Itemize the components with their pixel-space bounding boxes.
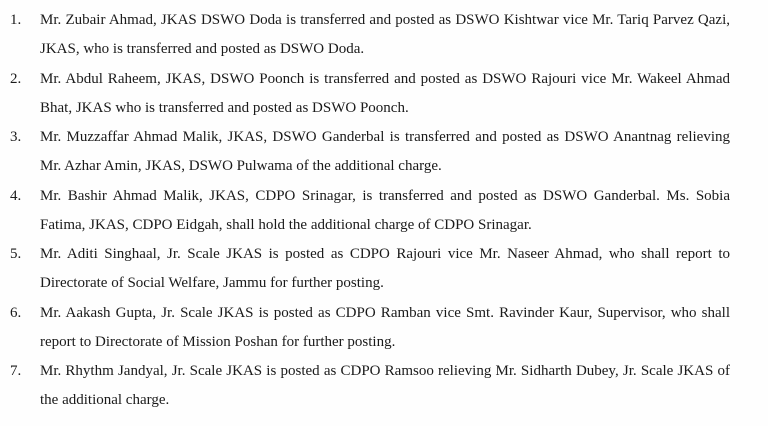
- item-text: Mr. Zubair Ahmad, JKAS DSWO Doda is transferred and posted as DSWO Kishtwar vice Mr. Tariq Parvez Qazi, JKAS, who is transferred and posted as DSWO Doda.: [40, 12, 730, 57]
- list-item: [0, 65, 768, 124]
- list-item: [0, 182, 768, 241]
- list-item: [0, 240, 768, 299]
- item-number: 3.: [10, 129, 22, 145]
- item-number: 6.: [10, 304, 22, 321]
- item-text: Mr. Muzzaffar Ahmad Malik, JKAS, DSWO Ganderbal is transferred and posted as DSWO Anantnag relieving Mr. Azhar Amin, JKAS, DSWO Pulwama of the additional charge.: [40, 129, 730, 174]
- list-item: [0, 357, 768, 416]
- list-item: [0, 6, 768, 65]
- item-number: 2.: [10, 70, 22, 87]
- item-number: 5.: [10, 246, 22, 262]
- transfer-order-list: [0, 6, 768, 416]
- item-number: 1.: [10, 12, 22, 28]
- item-number: 7.: [10, 363, 22, 379]
- item-text: Mr. Abdul Raheem, JKAS, DSWO Poonch is transferred and posted as DSWO Rajouri vice Mr. Wakeel Ahmad Bhat, JKAS who is transferred and posted as DSWO Poonch.: [40, 70, 730, 116]
- item-text: Mr. Aditi Singhaal, Jr. Scale JKAS is posted as CDPO Rajouri vice Mr. Naseer Ahmad, who shall report to Directorate of Social Welfare, Jammu for further posting.: [40, 246, 730, 291]
- item-number: 4.: [10, 187, 22, 204]
- item-text: Mr. Rhythm Jandyal, Jr. Scale JKAS is posted as CDPO Ramsoo relieving Mr. Sidharth Dubey, Jr. Scale JKAS of the additional charge.: [40, 363, 730, 408]
- item-text: Mr. Bashir Ahmad Malik, JKAS, CDPO Srinagar, is transferred and posted as DSWO Ganderbal. Ms. Sobia Fatima, JKAS, CDPO Eidgah, shall hold the additional charge of CDPO Srinagar.: [40, 187, 730, 233]
- list-item: [0, 299, 768, 358]
- item-text: Mr. Aakash Gupta, Jr. Scale JKAS is posted as CDPO Ramban vice Smt. Ravinder Kaur, Supervisor, who shall report to Directorate of Mission Poshan for further posting.: [40, 304, 730, 350]
- list-item: [0, 123, 768, 182]
